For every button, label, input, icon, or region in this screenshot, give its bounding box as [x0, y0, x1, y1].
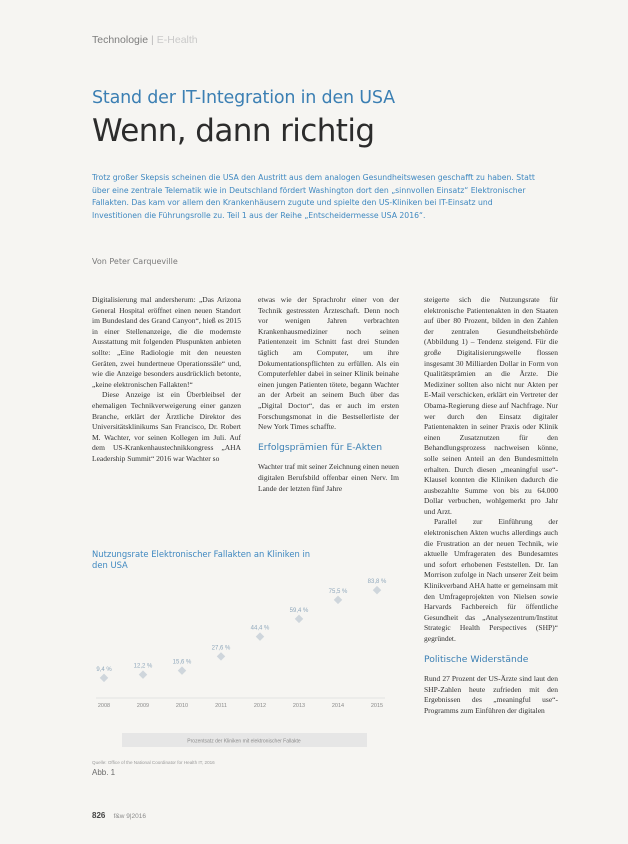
- chart-x-tick-label: 2009: [136, 703, 150, 709]
- chart-x-tick-label: 2010: [175, 703, 189, 709]
- chart-x-tick-label: 2015: [370, 703, 384, 709]
- chart-data-point: [100, 674, 108, 682]
- subheading-erfolgspraemien: Erfolgsprämien für E-Akten: [258, 441, 383, 453]
- paragraph: Parallel zur Einführung der elektronischen Akten wuchs allerdings auch die Frustration an der neuen Technik, wie aktuelle Umfrageraten des Bundesamtes und sofort erhobenen Feststellen. Dr. Ian Morrison zufolge in Nach unserer Zeit beim Klinikverband AHA hatte er gemeinsam mit den Umfrageprojekten von Nielsen sowie Harvards Fachbereich für öffentliche Gesundheit das „Analysezentrum/Institut Strategic Health Perspectives (SHP)“ gegründet.: [424, 517, 558, 643]
- article-byline: Von Peter Carqueville: [92, 257, 178, 266]
- paragraph: Rund 27 Prozent der US-Ärzte sind laut den SHP-Zahlen heute zufrieden mit den Ergebnissen des „meaningful use“-Programms zum Einführen der digitalen: [424, 674, 558, 715]
- chart-data-label: 9,4 %: [96, 666, 112, 673]
- chart-source: Quelle: Office of the National Coordinator for Health IT, 2016: [92, 760, 215, 765]
- article-headline: Wenn, dann richtig: [92, 113, 375, 149]
- chart-data-label: 44,4 %: [250, 625, 270, 632]
- chart-data-point: [295, 615, 303, 623]
- chart-data-label: 75,5 %: [328, 588, 348, 595]
- chart-data-label: 59,4 %: [289, 607, 309, 614]
- chart-data-point: [334, 596, 342, 604]
- paragraph: steigerte sich die Nutzungsrate für elektronische Patientenakten in den Staaten auf über 80 Prozent, bilden in den Zahlen der zentralen Gesundheitsbehörde (Abbildung 1) – Tendenz steigend. Für die große Digitalisierungswelle flossen insgesamt 30 Milliarden Dollar in Form von Qualitätsprämien an die Ärzte. Die Mediziner sollten also nicht nur Akten per E-Mail verschicken, erklärt ein Vertreter der Obama-Regierung diese auf Nachfrage. Nur wer durch den Einsatz digitaler Patientenakten in seiner Praxis oder Klinik einen Zusatznutzen für den Behandlungsprozess nachweisen könne, solle seinen Anteil an den Bundesmitteln erhalten. Durch diesen „meaningful use“-Klausel konnten die Kliniken dadurch die ausbezahlte Summe von bis zu 64.000 Dollar verbuchen, wohlgemerkt pro Jahr und Arzt.: [424, 295, 558, 516]
- body-column-3: [424, 295, 558, 717]
- rubric-sublabel: E-Health: [156, 34, 198, 46]
- chart-x-tick-label: 2012: [253, 703, 267, 709]
- section-rubric: [92, 34, 198, 46]
- chart-x-tick-label: 2008: [97, 703, 111, 709]
- paragraph: etwas wie der Sprachrohr einer von der Technik gestressten Ärzteschaft. Denn noch vor wenigen Jahren verbrachten Krankenhausmediziner noch seinen Patientenzeit im Schnitt fast drei Stunden täglich am Computer, um ihre Dokumentationspflichten zu erfüllen. Als ein Computerfehler dabei in seiner Klinik beinahe einen jungen Patienten tötete, begann Wachter an der Arbeit an seinem Buch über das „Digital Doctor“, das er auch im ersten Forschungsmonat in die Bestsellerliste der New York Times schaffte.: [258, 295, 399, 432]
- chart-data-point: [256, 632, 264, 640]
- chart-canvas: [92, 549, 397, 777]
- magazine-name: f&w 9|2016: [113, 813, 146, 820]
- subheading-politische-widerstaende: Politische Widerstände: [424, 653, 529, 665]
- chart-data-point: [373, 586, 381, 594]
- usage-rate-chart: [92, 549, 397, 777]
- chart-data-label: 15,6 %: [172, 659, 192, 666]
- page-number: 826: [92, 811, 106, 820]
- rubric-label: Technologie: [92, 34, 149, 46]
- body-column-2: [258, 295, 399, 494]
- page-footer: [92, 811, 146, 820]
- chart-legend-text: Prozentsatz der Kliniken mit elektronischer Fallakte: [187, 738, 301, 745]
- chart-data-point: [217, 652, 225, 660]
- chart-x-tick-label: 2011: [215, 703, 227, 709]
- figure-label: Abb. 1: [92, 768, 116, 777]
- chart-data-point: [178, 666, 186, 674]
- paragraph: Digitalisierung mal andersherum: „Das Arizona General Hospital eröffnet einen neuen Standort im Bundesland des Grand Canyon“, hieß es 2015 in einer Stellenanzeige, die die modernste Ausstattung mit folgenden Pluspunkten anbieten sollte: „Eine Radiologie mit den neuesten Geräten, zwei hundertneue Operationssäle“ und, wie die Anzeige besonders ausdrücklich betonte, „keine elektronischen Fallakten!“: [92, 295, 241, 389]
- article-lede: Trotz großer Skepsis scheinen die USA den Austritt aus dem analogen Gesundheitswesen geschafft zu haben. Statt über eine zentrale Telematik wie in Deutschland fördert Washington dort den „sinnvollen Einsatz“ Elektronischer Fallakten. Das kam vor allem den Krankenhäusern zugute und spielte den US-Kliniken bei IT-Einsatz und Investitionen die Führungsrolle zu. Teil 1 aus der Reihe „Entscheidermesse USA 2016“.: [92, 173, 535, 220]
- body-column-1: [92, 295, 241, 465]
- chart-data-label: 27,6 %: [211, 645, 231, 652]
- chart-title: Nutzungsrate Elektronischer Fallakten an Kliniken in den USA: [92, 549, 311, 570]
- article-kicker: Stand der IT-Integration in den USA: [92, 88, 395, 108]
- chart-data-label: 83,8 %: [367, 579, 387, 586]
- chart-data-label: 12,2 %: [133, 663, 153, 670]
- chart-x-tick-label: 2014: [331, 703, 345, 709]
- paragraph: Diese Anzeige ist ein Überbleibsel der ehemaligen Technikverweigerung einer ganzen Branche, erklärt der Ärztliche Direktor des Universitätsklinikums San Francisco, Dr. Robert M. Wachter, vor seinen Kollegen im Juli. Auf dem US-Krankenhaustechnikkongress „AHA Leadership Summit“ 2016 war Wachter so: [92, 390, 241, 463]
- chart-data-point: [139, 670, 147, 678]
- rubric-separator: |: [151, 34, 154, 46]
- chart-x-tick-label: 2013: [292, 703, 306, 709]
- paragraph: Wachter traf mit seiner Zeichnung einen neuen digitalen Berufsbild offenbar einen Nerv. Im Lande der letzten fünf Jahre: [258, 462, 399, 493]
